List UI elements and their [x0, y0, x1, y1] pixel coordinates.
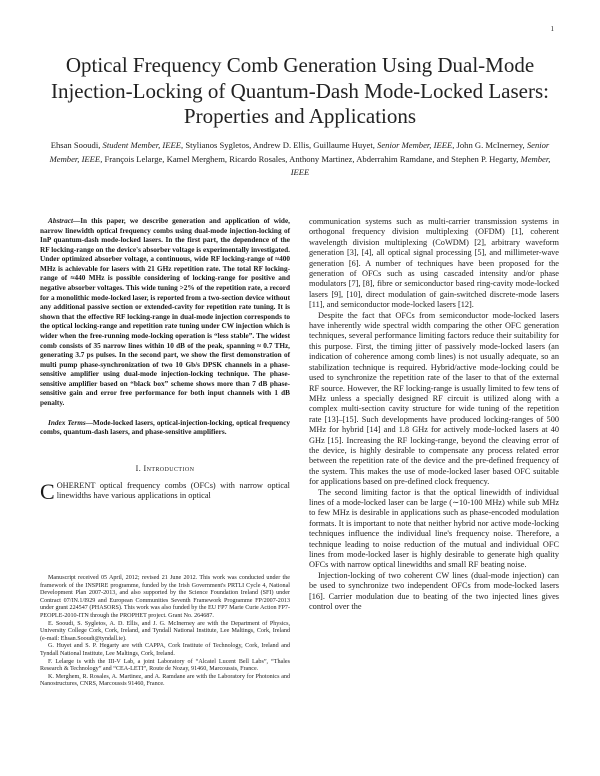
footnotes [40, 575, 290, 689]
footnote: E. Sooudi, S. Sygletos, A. D. Ellis, and J. G. McInerney are with the Department of Physics, University College Cork, Cork, Ireland, and Tyndall National Institute, Lee Maltings, Cork, Ireland (e-mail: Ehsan.Sooudi@tyndall.ie). [40, 620, 290, 642]
footnote: G. Huyet and S. P. Hegarty are with CAPPA, Cork Institute of Technology, Cork, Ireland and Tyndall National Institute, Lee Maltings, Cork, Ireland. [40, 643, 290, 657]
body-paragraph: Despite the fact that OFCs from semiconductor mode-locked lasers have inherently wide spectral width comparing the other OFC generation techniques, several performance limiting factors reduce their suitability for this purpose. First, the timing jitter of passively mode-locked lasers (an indication of coherence among comb lines) is not usually adequate, so an stabilization technique is required. Hybrid/active mode-locking could be used to synchronize the repetition rate of the laser to that of the external RF source. However, the RF locking-range is usually limited to few tens of MHz unless a specially designed RF circuit is utilized along with a complex multi-section cavity structure for wide tuning of the repetition rate [13]–[15]. Such developments have produced locking-ranges of 500 MHz for hybrid [14] and 1.8 GHz for actively mode-locked lasers at 40 GHz [15]. Increasing the RF locking-range, beyond the cleaving error of the device, is highly desirable to compensate any process related error between the repetition rate of the device and the pre-defined frequency of the system. This makes the use of mode-locked laser based OFC suitable for applications based on pre-defined clock frequency. [309, 310, 559, 487]
section-heading: I. Introduction [135, 463, 195, 473]
body-paragraph: Injection-locking of two coherent CW lines (dual-mode injection) can be used to synchronize two independent OFCs from mode-locked lasers [16]. Carrier modulation due to beating of the two injected lines gives control over the [309, 570, 559, 612]
abstract-text: —In this paper, we describe generation and application of wide, narrow linewidth optical frequency combs using dual-mode injection-locking of InP quantum-dash mode-locked lasers. In the first part, the dependence of the RF locking-range on the device's absorber voltage is experimentally investigated. Under optimized absorber voltage, a continuous, wide RF locking-range of ≈400 MHz is achievable for lasers with 21 GHz repetition rate. The total RF locking-range of ≈440 MHz is possible considering of locking-range for positive and negative absorber voltages. This wide tuning >2% of the repetition rate, a record for a monolithic mode-locked laser, is reported from a two-section device without any additional passive section or extended-cavity for repetition rate tuning. It is shown that the effective RF locking-range in dual-mode injection corresponds to the optical locking-range and repetition rate tuning under CW injection which is wider when the free-running mode-locking operation is “less stable”. The widest comb consists of 35 narrow lines within 10 dB of the peak, spanning ≈ 0.7 THz, generating 3.7 ps pulses. In the second part, we show the first demonstration of multi pump phase-synchronization of two 10 Gb/s DPSK channels in a phase-sensitive amplifier using dual-mode injection-locking technique. The phase-sensitive amplifier based on “black box” scheme shows more than 7 dB phase-sensitive gain and error free performance for both input channels with 1 dB penalty. [40, 217, 290, 407]
intro-smallcaps: OHERENT [56, 480, 96, 490]
paper-title: Optical Frequency Comb Generation Using Dual-Mode Injection-Locking of Quantum-Dash Mode-Locked Lasers: Properties and Applications [50, 53, 549, 128]
intro-paragraph [40, 478, 290, 504]
page-number: 1 [550, 25, 554, 33]
footnote: Manuscript received 05 April, 2012; revised 21 June 2012. This work was conducted under the framework of the INSPIRE programme, funded by the Irish Government's PRTLI Cycle 4, National Development Plan 2007-2013, and also supported by the Science Foundation Ireland (SFI) under Contract 07/IN.1/I929 and European Communities Seventh Framework Programme FP/2007-2013 under grant 224547 (PHASORS). This work was also funded by the EU FP7 Marie Curie Action FP7-PEOPLE-2010-ITN through the PROPHET project. Grant No. 264687. [40, 575, 290, 619]
abstract-label: Abstract [48, 217, 73, 225]
left-column [40, 217, 290, 504]
footnote: K. Merghem, R. Rosales, A. Martinez, and A. Ramdane are with the Laboratory for Photonics and Nanostructures, CNRS, Marcoussis 91460, France. [40, 673, 290, 688]
right-column [309, 217, 559, 612]
author-group: Senior Member, IEEE, [377, 140, 457, 150]
author-list [40, 139, 560, 180]
body-paragraph: The second limiting factor is that the optical linewidth of individual lines of a mode-locked laser can be large (∼10-100 MHz) while sub MHz to few MHz is desirable in applications such as phase-encoded modulation formats. It is important to note that neither hybrid nor active mode-locking techniques influence the individual line's frequency noise. Therefore, a technique leading to noise reduction of the mutual and individual OFC lines from mode-locked laser is highly desirable to generate high quality OFCs with narrow optical linewidths and small RF beating noise. [309, 487, 559, 570]
abstract [40, 217, 290, 409]
footnote: F. Lelarge is with the III-V Lab, a joint Laboratory of “Alcatel Lucent Bell Labs”, “Thales Research & Technology” and “CEA-LETI”, Route de Nozay, 91460, Marcoussis, France. [40, 658, 290, 673]
index-terms-text: —Mode-locked lasers, optical-injection-locking, optical frequency combs, quantum-dash lasers, and phase-sensitive amplifiers. [40, 418, 290, 437]
body-paragraph: communication systems such as multi-carrier transmission systems in orthogonal frequency division multiplexing (OFDM) [1], coherent wavelength division multiplexing (CoWDM) [2], arbitrary waveform generation [3], [4], all optical signal processing [5], and millimeter-wave generation [6]. A number of techniques have been proposed for the generation of OFCs such as using cascaded intensity and/or phase modulators [7], [8], fibre or semiconductor based ring-cavity mode-locked lasers [9], [10], direct modulation of gain-switched discrete-mode lasers [11], and semiconductor mode-locked lasers [12]. [309, 217, 559, 310]
author-group: John G. McInerney, Senior Member, IEEE, [49, 140, 550, 164]
author-group: Stylianos Sygletos, Andrew D. Ellis, Guillaume Huyet, [185, 140, 375, 150]
drop-cap: C [40, 478, 55, 504]
author-group: Ehsan Sooudi, Student Member, IEEE, [50, 140, 186, 150]
author-group: François Lelarge, Kamel Merghem, Ricardo Rosales, Anthony Martinez, Abderrahim Ramdane, and Stephen P. Hegarty, Member, IEEE [104, 153, 551, 178]
index-terms-label: Index Terms [48, 418, 86, 427]
index-terms [40, 419, 290, 438]
intro-text: optical frequency combs (OFCs) with narrow optical linewidths have various applications in optical [56, 480, 290, 501]
